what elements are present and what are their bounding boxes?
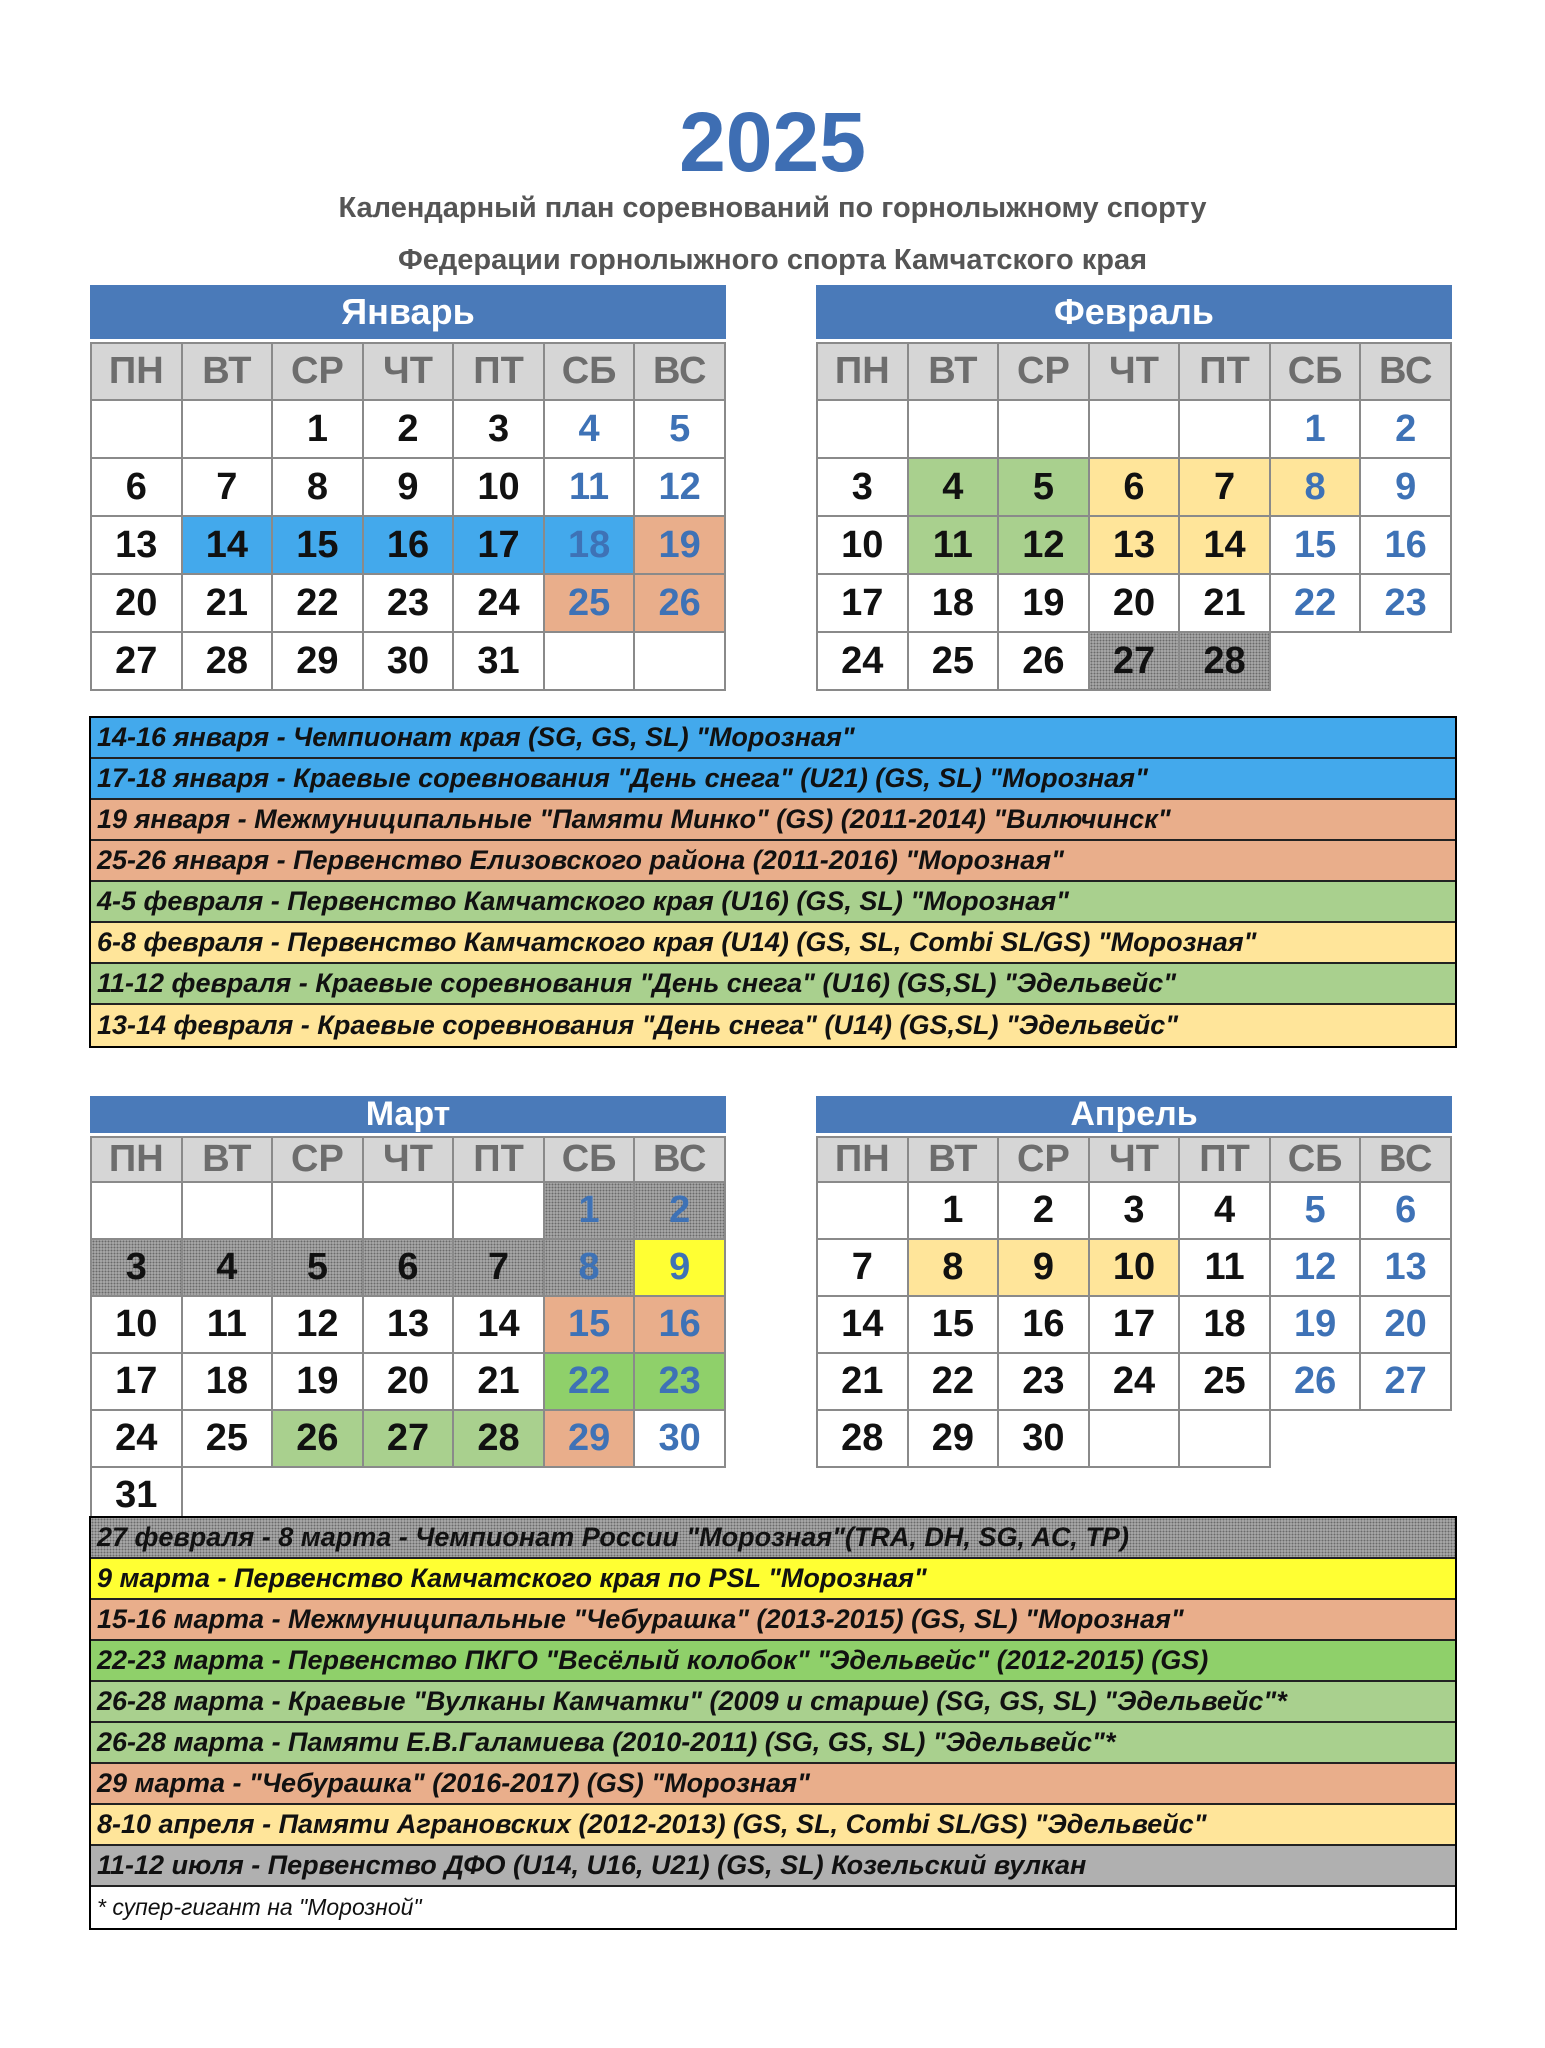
weekday-header: СР (272, 1137, 363, 1182)
calendar-day: 8 (544, 1239, 635, 1296)
calendar-day: 26 (272, 1410, 363, 1467)
calendar-day: 6 (91, 458, 182, 516)
calendar-day: 7 (1179, 458, 1270, 516)
weekday-header: ПН (91, 343, 182, 400)
weekday-header: ВТ (908, 343, 999, 400)
calendar-day: 8 (1270, 458, 1361, 516)
subtitle-line-2: Федерации горнолыжного спорта Камчатского края (397, 244, 1148, 276)
calendar-day: 4 (1179, 1182, 1270, 1239)
calendar-day: 26 (1270, 1353, 1361, 1410)
calendar-day: 6 (1360, 1182, 1451, 1239)
calendar-day: 9 (634, 1239, 725, 1296)
calendar-day: 23 (998, 1353, 1089, 1410)
calendar-day: 24 (453, 574, 544, 632)
weekday-header: ВС (1360, 343, 1451, 400)
calendar-grid (90, 342, 726, 691)
calendar-day: 30 (998, 1410, 1089, 1467)
calendar-day: 20 (363, 1353, 454, 1410)
calendar-day: 10 (453, 458, 544, 516)
calendar-day: 26 (998, 632, 1089, 690)
calendar-day: 21 (182, 574, 273, 632)
calendar-day: 3 (1089, 1182, 1180, 1239)
calendar-day: 21 (1179, 574, 1270, 632)
calendar-day: 24 (91, 1410, 182, 1467)
event-row: 11-12 февраля - Краевые соревнования "День снега" (U16) (GS,SL) "Эдельвейс" (91, 964, 1455, 1005)
calendar-day: 3 (453, 400, 544, 458)
calendar-day: 2 (998, 1182, 1089, 1239)
calendar-day: 20 (1360, 1296, 1451, 1353)
calendar-day: 6 (1089, 458, 1180, 516)
calendar-day: 5 (272, 1239, 363, 1296)
calendar-day: 25 (908, 632, 999, 690)
calendar-day: 1 (1270, 400, 1361, 458)
calendar-empty-cell (634, 632, 725, 690)
calendar-day: 11 (1179, 1239, 1270, 1296)
calendar-day: 30 (634, 1410, 725, 1467)
events-spring (89, 1516, 1457, 1930)
weekday-header: СР (998, 343, 1089, 400)
event-row: 26-28 марта - Краевые "Вулканы Камчатки" (2009 и старше) (SG, GS, SL) "Эдельвейс"* (91, 1682, 1455, 1723)
weekday-header: СБ (544, 343, 635, 400)
calendar-day: 17 (453, 516, 544, 574)
events-winter (89, 716, 1457, 1048)
weekday-header: ПН (817, 343, 908, 400)
calendar-day: 14 (1179, 516, 1270, 574)
calendar-day: 19 (998, 574, 1089, 632)
calendar-day: 10 (1089, 1239, 1180, 1296)
calendar-day: 12 (998, 516, 1089, 574)
event-row: 13-14 февраля - Краевые соревнования "День снега" (U14) (GS,SL) "Эдельвейс" (91, 1005, 1455, 1046)
calendar-empty-cell (91, 1182, 182, 1239)
year-title: 2025 (679, 95, 866, 189)
calendar-grid (816, 342, 1452, 691)
event-row: 19 января - Межмуниципальные "Памяти Минко" (GS) (2011-2014) "Вилючинск" (91, 800, 1455, 841)
weekday-header: ПТ (453, 1137, 544, 1182)
calendar-day: 13 (91, 516, 182, 574)
calendar-day: 2 (1360, 400, 1451, 458)
calendar-day: 27 (91, 632, 182, 690)
calendar-day: 15 (1270, 516, 1361, 574)
calendar-day: 25 (182, 1410, 273, 1467)
calendar-empty-cell (1089, 1410, 1180, 1467)
calendar-empty-cell (1089, 400, 1180, 458)
calendar-day: 3 (817, 458, 908, 516)
calendar-day: 9 (998, 1239, 1089, 1296)
calendar-day: 10 (817, 516, 908, 574)
calendar-day: 6 (363, 1239, 454, 1296)
event-row: 26-28 марта - Памяти Е.В.Галамиева (2010-2011) (SG, GS, SL) "Эдельвейс"* (91, 1723, 1455, 1764)
calendar-day: 23 (634, 1353, 725, 1410)
weekday-header: ВТ (182, 343, 273, 400)
weekday-header: ПТ (1179, 343, 1270, 400)
weekday-header: ЧТ (363, 1137, 454, 1182)
calendar-day: 9 (363, 458, 454, 516)
calendar-day: 13 (363, 1296, 454, 1353)
calendar-day: 2 (634, 1182, 725, 1239)
calendar-day: 17 (1089, 1296, 1180, 1353)
calendar-day: 29 (544, 1410, 635, 1467)
calendar-day: 26 (634, 574, 725, 632)
calendar-day: 29 (908, 1410, 999, 1467)
calendar-day: 14 (817, 1296, 908, 1353)
event-row: 6-8 февраля - Первенство Камчатского края (U14) (GS, SL, Combi SL/GS) "Морозная" (91, 923, 1455, 964)
weekday-header: ВС (634, 343, 725, 400)
calendar-day: 28 (182, 632, 273, 690)
calendar-day: 21 (817, 1353, 908, 1410)
calendar-day: 1 (272, 400, 363, 458)
weekday-header: СБ (544, 1137, 635, 1182)
event-row: 8-10 апреля - Памяти Аграновских (2012-2013) (GS, SL, Combi SL/GS) "Эдельвейс" (91, 1805, 1455, 1846)
event-row: 25-26 января - Первенство Елизовского района (2011-2016) "Морозная" (91, 841, 1455, 882)
event-footnote: * супер-гигант на "Морозной" (91, 1887, 1455, 1928)
month-name: Апрель (816, 1096, 1452, 1136)
calendar-day: 8 (908, 1239, 999, 1296)
calendar-day: 27 (1360, 1353, 1451, 1410)
calendar-day: 1 (544, 1182, 635, 1239)
calendar-spacer (1270, 1410, 1361, 1467)
calendar-day: 2 (363, 400, 454, 458)
calendar-day: 16 (998, 1296, 1089, 1353)
calendar-day: 12 (634, 458, 725, 516)
weekday-header: СБ (1270, 343, 1361, 400)
calendar-day: 17 (91, 1353, 182, 1410)
calendar-spacer (1360, 1410, 1451, 1467)
calendar-day: 5 (998, 458, 1089, 516)
calendar-empty-cell (998, 400, 1089, 458)
calendar-day: 18 (1179, 1296, 1270, 1353)
calendar-day: 20 (91, 574, 182, 632)
calendar-day: 13 (1089, 516, 1180, 574)
month-january (90, 285, 726, 691)
calendar-day: 31 (453, 632, 544, 690)
weekday-header: СР (272, 343, 363, 400)
calendar-day: 1 (908, 1182, 999, 1239)
calendar-day: 25 (544, 574, 635, 632)
weekday-header: ВТ (908, 1137, 999, 1182)
calendar-day: 12 (1270, 1239, 1361, 1296)
weekday-header: ПН (817, 1137, 908, 1182)
calendar-day: 14 (182, 516, 273, 574)
calendar-day: 16 (363, 516, 454, 574)
calendar-day: 5 (1270, 1182, 1361, 1239)
calendar-day: 27 (363, 1410, 454, 1467)
calendar-day: 8 (272, 458, 363, 516)
month-march (90, 1096, 726, 1525)
event-row: 14-16 января - Чемпионат края (SG, GS, SL) "Морозная" (91, 718, 1455, 759)
calendar-empty-cell (1179, 400, 1270, 458)
calendar-day: 17 (817, 574, 908, 632)
month-february (816, 285, 1452, 691)
calendar-spacer (1360, 632, 1451, 690)
calendar-day: 7 (182, 458, 273, 516)
weekday-header: ВС (634, 1137, 725, 1182)
calendar-day: 18 (908, 574, 999, 632)
calendar-day: 31 (91, 1467, 182, 1524)
event-row: 17-18 января - Краевые соревнования "День снега" (U21) (GS, SL) "Морозная" (91, 759, 1455, 800)
calendar-day: 29 (272, 632, 363, 690)
month-name: Январь (90, 285, 726, 342)
event-row: 9 марта - Первенство Камчатского края по PSL "Морозная" (91, 1559, 1455, 1600)
month-name: Март (90, 1096, 726, 1136)
calendar-grid (90, 1136, 726, 1525)
calendar-day: 30 (363, 632, 454, 690)
calendar-day: 9 (1360, 458, 1451, 516)
event-row: 11-12 июля - Первенство ДФО (U14, U16, U21) (GS, SL) Козельский вулкан (91, 1846, 1455, 1887)
calendar-day: 28 (817, 1410, 908, 1467)
calendar-day: 25 (1179, 1353, 1270, 1410)
calendar-day: 11 (544, 458, 635, 516)
calendar-day: 12 (272, 1296, 363, 1353)
calendar-day: 3 (91, 1239, 182, 1296)
weekday-header: СР (998, 1137, 1089, 1182)
calendar-empty-cell (363, 1182, 454, 1239)
calendar-empty-cell (1179, 1410, 1270, 1467)
event-row: 15-16 марта - Межмуниципальные "Чебурашка" (2013-2015) (GS, SL) "Морозная" (91, 1600, 1455, 1641)
calendar-day: 21 (453, 1353, 544, 1410)
calendar-day: 22 (544, 1353, 635, 1410)
calendar-empty-cell (182, 1182, 273, 1239)
calendar-day: 11 (908, 516, 999, 574)
calendar-day: 24 (817, 632, 908, 690)
calendar-empty-cell (272, 1182, 363, 1239)
calendar-day: 23 (1360, 574, 1451, 632)
calendar-day: 27 (1089, 632, 1180, 690)
calendar-day: 22 (908, 1353, 999, 1410)
weekday-header: ЧТ (363, 343, 454, 400)
calendar-day: 18 (182, 1353, 273, 1410)
month-name: Февраль (816, 285, 1452, 342)
calendar-empty-cell (453, 1182, 544, 1239)
calendar-day: 5 (634, 400, 725, 458)
calendar-day: 15 (544, 1296, 635, 1353)
calendar-grid (816, 1136, 1452, 1468)
calendar-day: 19 (634, 516, 725, 574)
calendar-day: 16 (1360, 516, 1451, 574)
calendar-empty-cell (908, 400, 999, 458)
calendar-day: 4 (544, 400, 635, 458)
weekday-header: ВС (1360, 1137, 1451, 1182)
calendar-day: 19 (272, 1353, 363, 1410)
weekday-header: ПН (91, 1137, 182, 1182)
calendar-day: 15 (908, 1296, 999, 1353)
calendar-empty-cell (817, 1182, 908, 1239)
weekday-header: ЧТ (1089, 343, 1180, 400)
calendar-day: 7 (817, 1239, 908, 1296)
calendar-day: 11 (182, 1296, 273, 1353)
calendar-day: 19 (1270, 1296, 1361, 1353)
calendar-day: 22 (1270, 574, 1361, 632)
event-row: 4-5 февраля - Первенство Камчатского края (U16) (GS, SL) "Морозная" (91, 882, 1455, 923)
weekday-header: ВТ (182, 1137, 273, 1182)
calendar-day: 24 (1089, 1353, 1180, 1410)
calendar-day: 14 (453, 1296, 544, 1353)
event-row: 22-23 марта - Первенство ПКГО "Весёлый колобок" "Эдельвейс" (2012-2015) (GS) (91, 1641, 1455, 1682)
calendar-day: 16 (634, 1296, 725, 1353)
calendar-day: 4 (182, 1239, 273, 1296)
calendar-day: 20 (1089, 574, 1180, 632)
weekday-header: ЧТ (1089, 1137, 1180, 1182)
calendar-empty-cell (817, 400, 908, 458)
calendar-empty-cell (91, 400, 182, 458)
calendar-empty-cell (544, 632, 635, 690)
calendar-spacer (1270, 632, 1361, 690)
calendar-day: 4 (908, 458, 999, 516)
event-row: 29 марта - "Чебурашка" (2016-2017) (GS) "Морозная" (91, 1764, 1455, 1805)
calendar-day: 15 (272, 516, 363, 574)
calendar-day: 10 (91, 1296, 182, 1353)
calendar-day: 23 (363, 574, 454, 632)
calendar-day: 18 (544, 516, 635, 574)
weekday-header: ПТ (1179, 1137, 1270, 1182)
calendar-day: 22 (272, 574, 363, 632)
month-april (816, 1096, 1452, 1468)
weekday-header: СБ (1270, 1137, 1361, 1182)
calendar-day: 28 (453, 1410, 544, 1467)
weekday-header: ПТ (453, 343, 544, 400)
calendar-day: 13 (1360, 1239, 1451, 1296)
calendar-day: 28 (1179, 632, 1270, 690)
calendar-day: 7 (453, 1239, 544, 1296)
subtitle-line-1: Календарный план соревнований по горнолыжному спорту (338, 192, 1207, 224)
event-row: 27 февраля - 8 марта - Чемпионат России "Морозная"(TRA, DH, SG, AC, TP) (91, 1518, 1455, 1559)
calendar-empty-cell (182, 400, 273, 458)
